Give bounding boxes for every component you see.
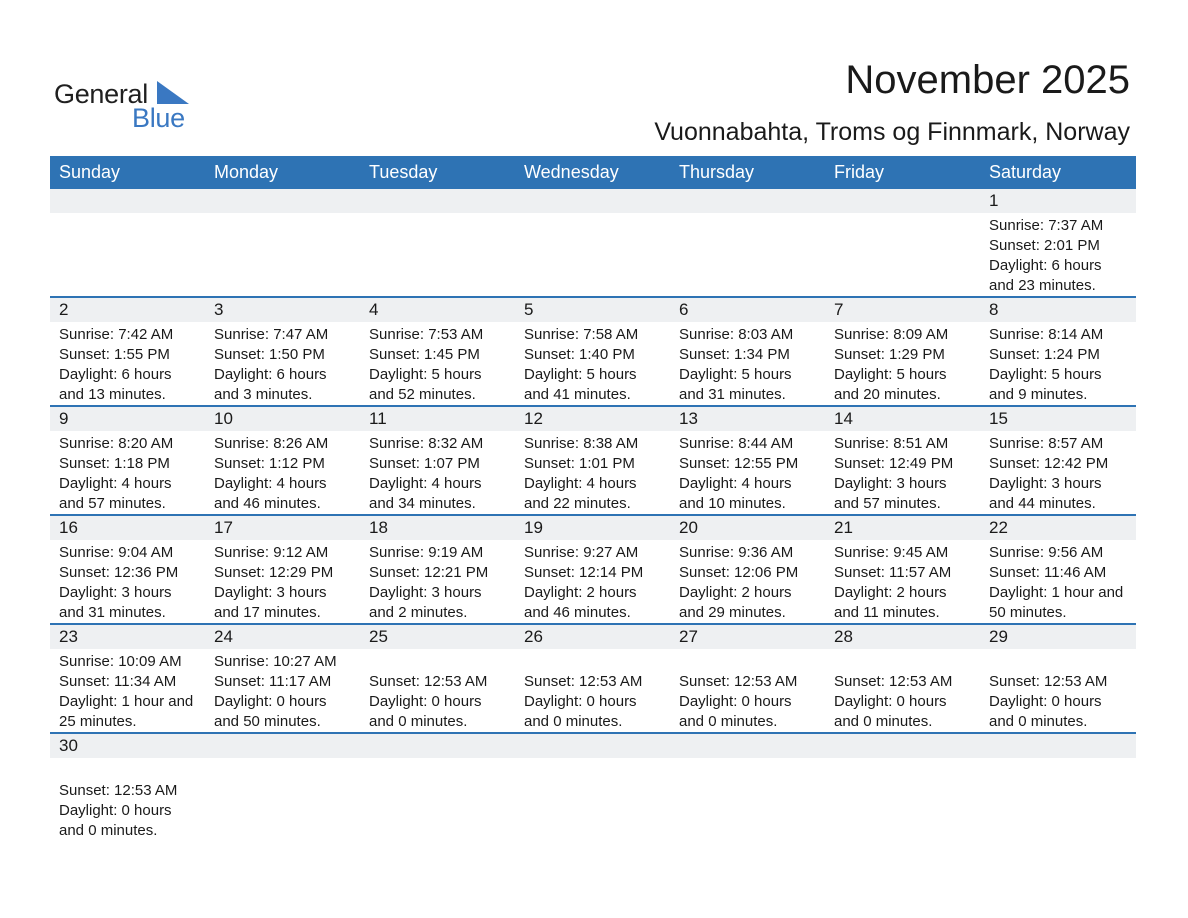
day-info-line: Daylight: 4 hours (679, 475, 792, 492)
day-cell (515, 649, 670, 732)
day-info-line: Sunrise: 9:27 AM (524, 544, 639, 561)
day-cell (670, 322, 825, 405)
day-cell (980, 431, 1135, 514)
day-cell (515, 758, 670, 858)
day-info-line: Sunrise: 8:14 AM (989, 326, 1104, 343)
day-info-line: Daylight: 5 hours (679, 366, 792, 383)
weekday-thursday: Thursday (679, 162, 755, 182)
day-info-line: Sunset: 12:42 PM (989, 455, 1109, 472)
logo-blue-text: Blue (132, 103, 185, 133)
day-cell (360, 649, 515, 732)
day-info-line: Sunset: 12:36 PM (59, 564, 179, 581)
day-info-line: Daylight: 4 hours (59, 475, 172, 492)
day-number: 26 (524, 627, 543, 646)
day-info-line: Daylight: 0 hours (834, 693, 947, 710)
day-cell (50, 540, 205, 623)
day-info-line: Daylight: 1 hour and 50 minutes. (989, 584, 1124, 621)
day-info-line: and 20 minutes. (834, 386, 941, 403)
day-cell (980, 213, 1135, 296)
day-info-line: Sunrise: 8:51 AM (834, 435, 949, 452)
day-info-line: Daylight: 0 hours (59, 802, 172, 819)
day-cell (980, 649, 1135, 732)
day-info-line: and 31 minutes. (679, 386, 786, 403)
day-number: 28 (834, 627, 853, 646)
day-info-line (679, 652, 825, 672)
calendar-week (50, 734, 1136, 858)
day-info-line: Sunrise: 8:32 AM (369, 435, 484, 452)
day-cell (360, 431, 515, 514)
weekday-header-row (50, 156, 1136, 189)
day-info-line: Sunset: 1:07 PM (369, 455, 480, 472)
day-number: 5 (524, 300, 534, 319)
weekday-sunday: Sunday (59, 162, 121, 182)
day-info-line: Daylight: 2 hours (834, 584, 947, 601)
day-cell (515, 540, 670, 623)
day-info-line: and 11 minutes. (834, 604, 940, 621)
day-info-line: Sunrise: 7:37 AM (989, 217, 1104, 234)
day-info-line: Sunset: 11:17 AM (214, 673, 332, 690)
calendar-week (50, 516, 1136, 625)
day-info-line: Daylight: 0 hours (679, 693, 792, 710)
day-info-line: Daylight: 4 hours (524, 475, 637, 492)
day-number: 2 (59, 300, 69, 319)
day-cell (515, 431, 670, 514)
day-cell (360, 213, 515, 296)
day-number: 3 (214, 300, 224, 319)
day-info-line: Daylight: 3 hours (59, 584, 172, 601)
day-number-row (50, 516, 1136, 540)
day-info-line: and 46 minutes. (214, 495, 321, 512)
day-number (205, 189, 360, 213)
day-number: 14 (834, 409, 853, 428)
weekday-saturday: Saturday (989, 162, 1062, 182)
day-number-row (50, 189, 1136, 213)
day-info-line: Sunset: 12:29 PM (214, 564, 334, 581)
day-cell (205, 322, 360, 405)
day-info-line: Sunset: 12:53 AM (524, 673, 643, 690)
day-info-line: Sunrise: 9:36 AM (679, 544, 794, 561)
day-info-line: and 0 minutes. (989, 713, 1088, 730)
day-info-line: Sunrise: 9:12 AM (214, 544, 329, 561)
day-info-line: and 29 minutes. (679, 604, 786, 621)
day-cell (205, 213, 360, 296)
day-info-line: and 0 minutes. (679, 713, 778, 730)
day-info-line: Daylight: 0 hours (369, 693, 482, 710)
day-details-row (50, 431, 1136, 514)
day-info-line: Sunrise: 8:57 AM (989, 435, 1104, 452)
day-info-line: Sunset: 1:34 PM (679, 346, 790, 363)
day-info-line: and 57 minutes. (834, 495, 941, 512)
day-cell (360, 758, 515, 858)
day-cell (515, 322, 670, 405)
day-number: 11 (369, 409, 387, 428)
day-info-line: Sunrise: 8:38 AM (524, 435, 639, 452)
day-info-line (524, 652, 670, 672)
day-number (360, 189, 515, 213)
day-number: 30 (59, 736, 78, 755)
day-info-line: and 41 minutes. (524, 386, 631, 403)
day-number: 7 (834, 300, 844, 319)
day-info-line: Daylight: 3 hours (834, 475, 947, 492)
day-details-row (50, 758, 1136, 858)
calendar (50, 156, 1136, 858)
day-cell (50, 213, 205, 296)
day-info-line: Sunset: 1:45 PM (369, 346, 480, 363)
calendar-week (50, 407, 1136, 516)
day-info-line: Sunrise: 10:27 AM (214, 653, 337, 670)
page-title: November 2025 (845, 58, 1130, 102)
day-info-line: Sunrise: 8:20 AM (59, 435, 174, 452)
day-info-line: Sunset: 1:55 PM (59, 346, 170, 363)
day-info-line: and 31 minutes. (59, 604, 166, 621)
calendar-weeks (50, 189, 1136, 858)
day-info-line: Sunset: 12:21 PM (369, 564, 489, 581)
day-info-line: Daylight: 3 hours (989, 475, 1102, 492)
day-info-line: Sunrise: 7:53 AM (369, 326, 484, 343)
day-info-line: Sunset: 2:01 PM (989, 237, 1100, 254)
logo (54, 76, 214, 132)
day-cell (980, 540, 1135, 623)
day-info-line: and 23 minutes. (989, 277, 1096, 294)
logo-triangle-icon (157, 81, 189, 104)
day-number (515, 734, 670, 758)
day-cell (670, 213, 825, 296)
day-number: 9 (59, 409, 69, 428)
day-cell (50, 431, 205, 514)
day-number: 17 (214, 518, 233, 537)
day-details-row (50, 322, 1136, 405)
day-info-line (59, 761, 205, 781)
day-number (360, 734, 515, 758)
day-cell (50, 649, 205, 732)
day-info-line: Sunrise: 8:44 AM (679, 435, 794, 452)
weekday-tuesday: Tuesday (369, 162, 438, 182)
day-info-line: and 0 minutes. (369, 713, 468, 730)
day-cell (980, 758, 1135, 858)
day-number: 18 (369, 518, 388, 537)
day-info-line: Daylight: 0 hours (214, 693, 327, 710)
day-info-line: and 0 minutes. (59, 822, 158, 839)
day-number: 24 (214, 627, 233, 646)
day-info-line: and 2 minutes. (369, 604, 468, 621)
day-info-line: Sunrise: 8:03 AM (679, 326, 794, 343)
day-cell (670, 431, 825, 514)
day-info-line: Sunrise: 7:47 AM (214, 326, 329, 343)
day-info-line (834, 652, 980, 672)
day-number: 13 (679, 409, 698, 428)
day-number-row (50, 625, 1136, 649)
day-info-line: Sunset: 12:53 AM (679, 673, 798, 690)
day-info-line: Sunset: 11:46 AM (989, 564, 1107, 581)
day-cell (825, 649, 980, 732)
day-number (670, 734, 825, 758)
day-info-line: Sunset: 1:01 PM (524, 455, 635, 472)
day-info-line: and 52 minutes. (369, 386, 476, 403)
day-info-line: and 3 minutes. (214, 386, 313, 403)
day-info-line (369, 652, 515, 672)
day-cell (825, 431, 980, 514)
day-number: 15 (989, 409, 1008, 428)
day-info-line: Daylight: 2 hours (679, 584, 792, 601)
day-info-line: and 46 minutes. (524, 604, 631, 621)
day-info-line: and 34 minutes. (369, 495, 476, 512)
day-info-line: Sunset: 12:06 PM (679, 564, 799, 581)
day-info-line: Sunset: 11:57 AM (834, 564, 952, 581)
day-cell (50, 758, 205, 858)
day-cell (360, 322, 515, 405)
day-info-line: Sunrise: 9:19 AM (369, 544, 484, 561)
day-number (670, 189, 825, 213)
day-info-line: and 9 minutes. (989, 386, 1088, 403)
day-info-line: Daylight: 0 hours (524, 693, 637, 710)
day-info-line: Sunrise: 10:09 AM (59, 653, 182, 670)
day-details-row (50, 213, 1136, 296)
weekday-monday: Monday (214, 162, 279, 182)
day-number (825, 189, 980, 213)
day-number-row (50, 298, 1136, 322)
day-info-line: Sunrise: 9:45 AM (834, 544, 949, 561)
day-info-line: Daylight: 5 hours (989, 366, 1102, 383)
day-number (515, 189, 670, 213)
day-info-line: Sunset: 12:14 PM (524, 564, 644, 581)
day-info-line: Daylight: 4 hours (214, 475, 327, 492)
day-number: 10 (214, 409, 233, 428)
day-info-line: Sunset: 12:53 AM (834, 673, 953, 690)
weekday-wednesday: Wednesday (524, 162, 619, 182)
day-info-line: Daylight: 6 hours (214, 366, 327, 383)
day-info-line: Sunrise: 9:56 AM (989, 544, 1104, 561)
day-info-line: and 17 minutes. (214, 604, 321, 621)
day-cell (515, 213, 670, 296)
day-cell (205, 758, 360, 858)
day-number (825, 734, 980, 758)
day-number: 8 (989, 300, 999, 319)
day-info-line: and 13 minutes. (59, 386, 166, 403)
day-number: 23 (59, 627, 78, 646)
day-details-row (50, 649, 1136, 732)
day-number: 16 (59, 518, 78, 537)
day-info-line: Daylight: 5 hours (834, 366, 947, 383)
calendar-week (50, 189, 1136, 298)
day-cell (825, 540, 980, 623)
day-number: 20 (679, 518, 698, 537)
day-info-line: Sunset: 1:12 PM (214, 455, 325, 472)
day-info-line: Daylight: 2 hours (524, 584, 637, 601)
day-number: 12 (524, 409, 543, 428)
day-info-line: and 0 minutes. (524, 713, 623, 730)
day-cell (205, 649, 360, 732)
day-info-line: Sunset: 12:53 AM (989, 673, 1108, 690)
day-number: 19 (524, 518, 543, 537)
day-cell (825, 213, 980, 296)
day-number (205, 734, 360, 758)
day-info-line: Sunset: 1:40 PM (524, 346, 635, 363)
day-info-line: Daylight: 5 hours (524, 366, 637, 383)
logo-general-text: General (54, 79, 148, 109)
day-number-row (50, 734, 1136, 758)
day-info-line: Sunset: 12:55 PM (679, 455, 799, 472)
day-number: 27 (679, 627, 698, 646)
day-cell (825, 758, 980, 858)
day-cell (670, 540, 825, 623)
day-info-line: Sunset: 12:53 AM (369, 673, 488, 690)
calendar-week (50, 625, 1136, 734)
day-info-line: Sunset: 1:24 PM (989, 346, 1100, 363)
day-number: 29 (989, 627, 1008, 646)
day-info-line: and 57 minutes. (59, 495, 166, 512)
day-info-line: Daylight: 3 hours (214, 584, 327, 601)
location-subtitle: Vuonnabahta, Troms og Finnmark, Norway (654, 118, 1130, 146)
day-info-line: Sunset: 12:53 AM (59, 782, 178, 799)
day-info-line: Daylight: 0 hours (989, 693, 1102, 710)
weekday-friday: Friday (834, 162, 885, 182)
day-number: 4 (369, 300, 379, 319)
calendar-week (50, 298, 1136, 407)
day-number (50, 189, 205, 213)
day-info-line (989, 652, 1135, 672)
day-number: 22 (989, 518, 1008, 537)
day-info-line: Sunset: 12:49 PM (834, 455, 954, 472)
day-info-line: and 50 minutes. (214, 713, 321, 730)
day-number: 6 (679, 300, 689, 319)
day-cell (360, 540, 515, 623)
day-info-line: Sunrise: 8:09 AM (834, 326, 949, 343)
day-number (980, 734, 1135, 758)
day-info-line: Daylight: 6 hours (59, 366, 172, 383)
day-number-row (50, 407, 1136, 431)
day-info-line: Daylight: 1 hour and 25 minutes. (59, 693, 194, 730)
day-info-line: and 22 minutes. (524, 495, 631, 512)
day-cell (980, 322, 1135, 405)
day-info-line: Daylight: 3 hours (369, 584, 482, 601)
day-info-line: Sunrise: 8:26 AM (214, 435, 329, 452)
day-info-line: Sunrise: 7:42 AM (59, 326, 174, 343)
day-cell (205, 431, 360, 514)
day-info-line: Sunset: 1:18 PM (59, 455, 170, 472)
day-info-line: Sunrise: 9:04 AM (59, 544, 174, 561)
day-info-line: Sunset: 1:50 PM (214, 346, 325, 363)
day-info-line: Sunset: 11:34 AM (59, 673, 177, 690)
day-info-line: Sunrise: 7:58 AM (524, 326, 639, 343)
day-info-line: Sunset: 1:29 PM (834, 346, 945, 363)
day-number: 1 (989, 191, 999, 210)
day-info-line: and 10 minutes. (679, 495, 786, 512)
day-info-line: and 0 minutes. (834, 713, 933, 730)
day-info-line: Daylight: 5 hours (369, 366, 482, 383)
day-details-row (50, 540, 1136, 623)
day-number: 21 (834, 518, 853, 537)
day-cell (670, 649, 825, 732)
day-number: 25 (369, 627, 388, 646)
day-cell (50, 322, 205, 405)
day-cell (205, 540, 360, 623)
day-cell (825, 322, 980, 405)
day-info-line: Daylight: 6 hours (989, 257, 1102, 274)
day-info-line: Daylight: 4 hours (369, 475, 482, 492)
day-info-line: and 44 minutes. (989, 495, 1096, 512)
day-cell (670, 758, 825, 858)
